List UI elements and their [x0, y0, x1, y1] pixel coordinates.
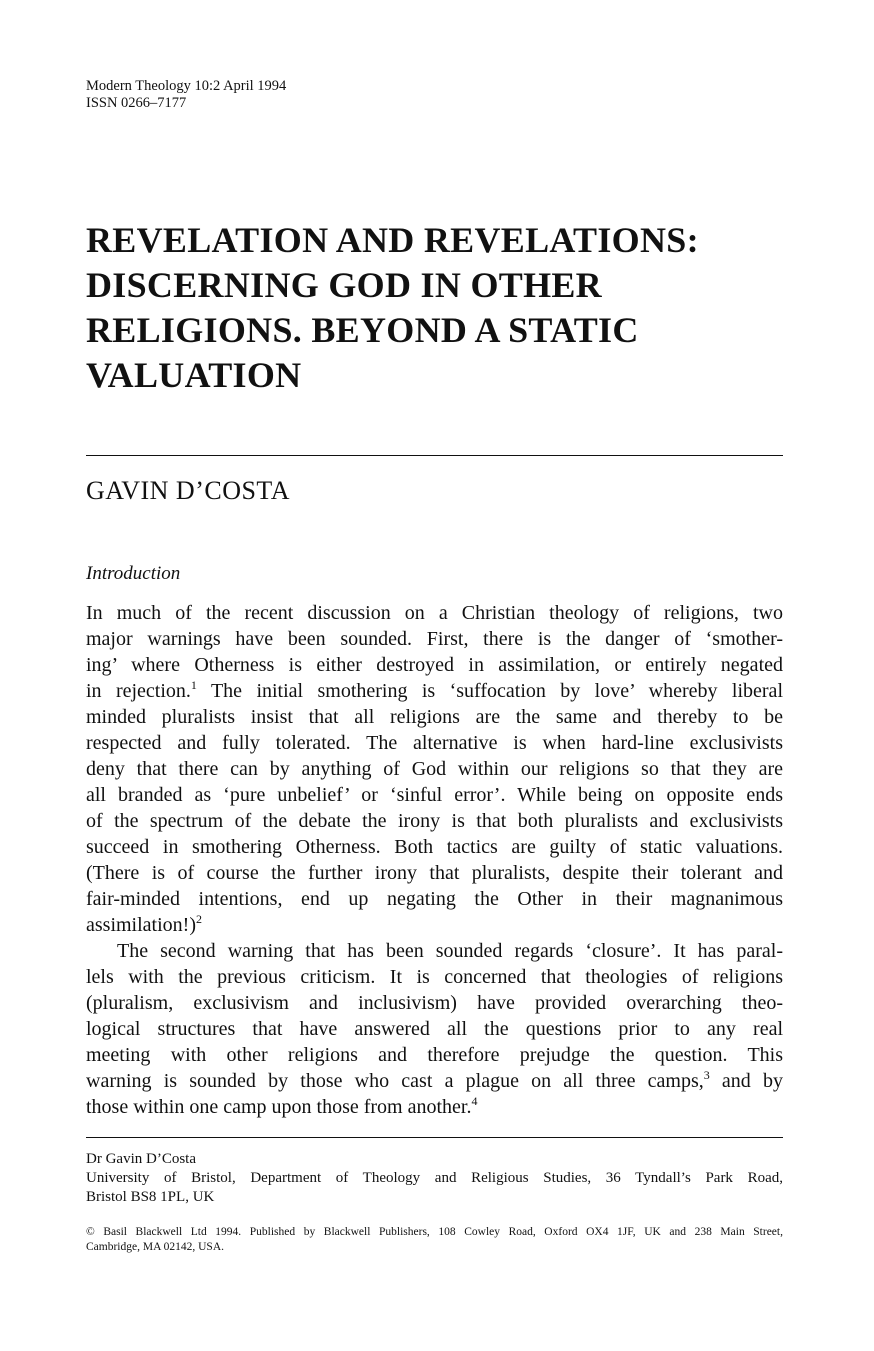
copyright-line: © Basil Blackwell Ltd 1994. Published by Blackwell Publishers, 108 Cowley Road, Oxford OX4 1JF, UK and 238 Main Street, [86, 1226, 783, 1238]
body-line: major warnings have been sounded. First, there is the danger of ‘smother- [86, 628, 783, 650]
body-line: logical structures that have answered all the questions prior to any real [86, 1018, 783, 1040]
footnote-ref[interactable]: 3 [703, 1068, 710, 1082]
body-line: of the spectrum of the debate the irony is that both pluralists and exclusivists [86, 810, 783, 832]
footnote-divider [86, 1137, 783, 1138]
footnote-ref[interactable]: 2 [195, 912, 202, 926]
body-line-with-footnote [86, 678, 783, 704]
body-text-fragment: in rejection. [86, 680, 191, 702]
body-line: (pluralism, exclusivism and inclusivism) have provided overarching theo- [86, 992, 783, 1014]
body-line: The second warning that has been sounded regards ‘closure’. It has paral- [117, 940, 783, 962]
body-line: all branded as ‘pure unbelief’ or ‘sinful error’. While being on opposite ends [86, 784, 783, 806]
journal-header [86, 78, 286, 112]
body-line: fair-minded intentions, end up negating the Other in their magnanimous [86, 888, 783, 910]
article-author: GAVIN D’COSTA [86, 476, 291, 505]
body-line: lels with the previous criticism. It is concerned that theologies of religions [86, 966, 783, 988]
copyright-notice [86, 1225, 783, 1255]
journal-citation: Modern Theology 10:2 April 1994 [86, 78, 287, 94]
footnote-ref[interactable]: 4 [471, 1094, 478, 1108]
body-line: In much of the recent discussion on a Christian theology of religions, two [86, 602, 783, 624]
section-heading: Introduction [86, 563, 181, 584]
body-text-fragment: assimilation!) [86, 914, 196, 936]
title-divider [86, 455, 783, 456]
body-text-fragment: The initial smothering is ‘suffocation by love’ whereby liberal [210, 680, 783, 702]
author-affiliation [86, 1150, 783, 1207]
title-line: REVELATION AND REVELATIONS: [86, 220, 699, 260]
affiliation-address: Bristol BS8 1PL, UK [86, 1189, 215, 1205]
affiliation-name: Dr Gavin D’Costa [86, 1151, 196, 1167]
body-line-with-footnote [86, 912, 783, 938]
body-line: succeed in smothering Otherness. Both tactics are guilty of static valuations. [86, 836, 783, 858]
body-line-with-footnote [86, 1068, 783, 1094]
body-text-fragment: and by [721, 1070, 783, 1092]
title-line: DISCERNING GOD IN OTHER [86, 265, 602, 305]
body-line: respected and fully tolerated. The alternative is when hard-line exclusivists [86, 732, 783, 754]
body-line: meeting with other religions and therefore prejudge the question. This [86, 1044, 783, 1066]
body-text-fragment: those within one camp upon those from another. [86, 1096, 472, 1118]
affiliation-address: University of Bristol, Department of Theology and Religious Studies, 36 Tyndall’s Park Road, [86, 1170, 783, 1186]
body-text-fragment: warning is sounded by those who cast a plague on all three camps, [86, 1070, 704, 1092]
body-line: deny that there can by anything of God within our religions so that they are [86, 758, 783, 780]
body-line: ing’ where Otherness is either destroyed in assimilation, or entirely negated [86, 654, 783, 676]
article-title [86, 218, 783, 398]
article-body [86, 600, 783, 1120]
body-line: (There is of course the further irony that pluralists, despite their tolerant and [86, 862, 783, 884]
footnote-ref[interactable]: 1 [190, 678, 197, 692]
body-line: minded pluralists insist that all religions are the same and thereby to be [86, 706, 783, 728]
copyright-line: Cambridge, MA 02142, USA. [86, 1241, 224, 1253]
journal-issn: ISSN 0266–7177 [86, 95, 187, 111]
title-line: RELIGIONS. BEYOND A STATIC [86, 310, 639, 350]
body-line-with-footnote [86, 1094, 783, 1120]
title-line: VALUATION [86, 355, 302, 395]
